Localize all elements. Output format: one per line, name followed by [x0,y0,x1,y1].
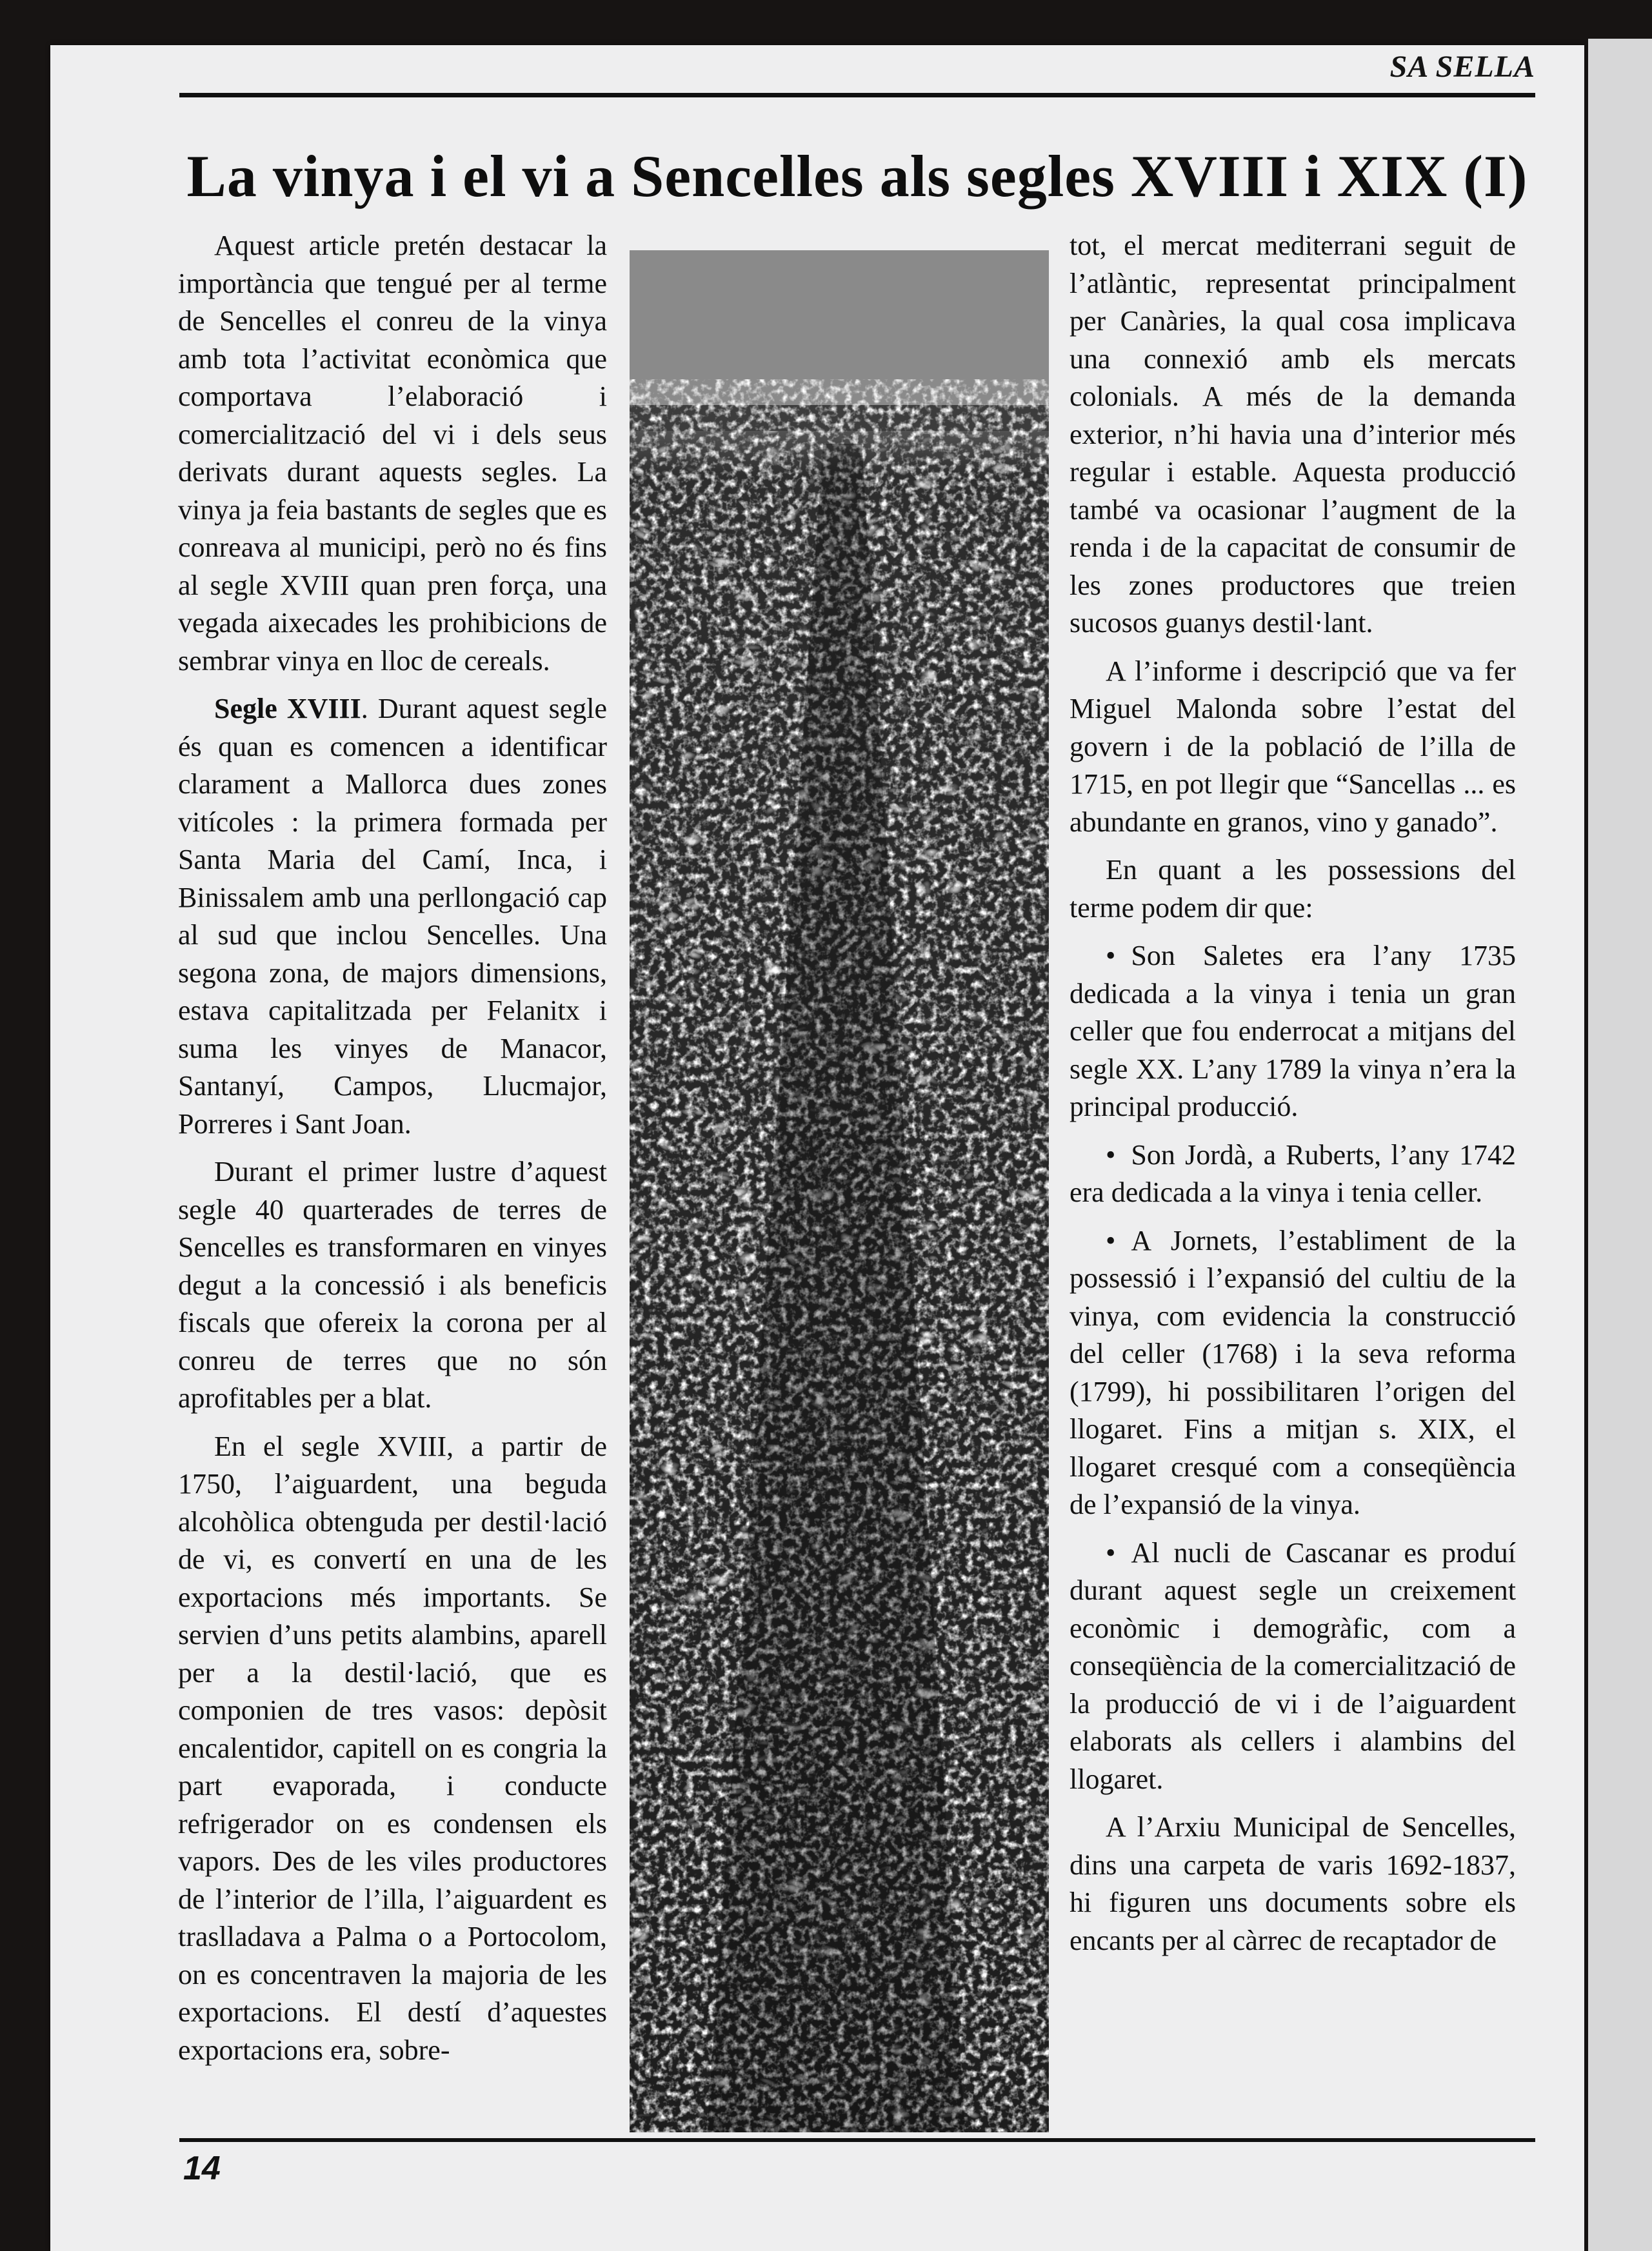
page-number: 14 [183,2150,221,2187]
section-heading: Segle XVIII [214,693,361,724]
paragraph: Aquest article pretén destacar la importància que tengué per al terme de Sencelles el conreu de la vinya amb tota l’activitat econòmica que comportava l’elaboració i comercialització del vi i dels seus derivats durant aquests segles. La vinya ja feia bastants de segles que es conreava al municipi, però no és fins al segle XVIII quan pren força, una vegada aixecades les prohibicions de sembrar vinya en lloc de cereals. [178,230,607,677]
left-column [178,227,607,2079]
paragraph: A l’Arxiu Municipal de Sencelles, dins una carpeta de varis 1692-1837, hi figuren uns documents sobre els encants per al càrrec de recaptador de [1070,1811,1516,1956]
article-title: La vinya i el vi a Sencelles als segles XVIII i XIX (I) [186,143,1528,209]
vineyard-photo [630,250,1049,2132]
right-column [1070,227,1516,1970]
list-item: • A Jornets, l’establiment de la possessió i l’expansió del cultiu de la vinya, com evidencia la construcció del celler (1768) i la seva reforma (1799), hi possibilitaren l’origen del llogaret. Fins a mitjan s. XIX, el llogaret cresqué com a conseqüència de l’expansió de la vinya. [1070,1222,1516,1524]
paragraph: En el segle XVIII, a partir de 1750, l’aiguardent, una beguda alcohòlica obtenguda per destil·lació de vi, es convertí en una de les exportacions més importants. Se servien d’uns petits alambins, aparell per a la destil·lació, que es componien de tres vasos: depòsit encalentidor, capitell on es congria la part evaporada, i conducte refrigerador on es condensen els vapors. Des de les viles productores de l’interior de l’illa, l’aiguardent es traslladava a Palma o a Portocolom, on es concentraven la majoria de les exportacions. El destí d’aquestes exportacions era, sobre- [178,1430,607,2066]
paragraph: Durant el primer lustre d’aquest segle 40 quarterades de terres de Sencelles es transformaren en vinyes degut a la concessió i als beneficis fiscals que ofereix la corona per al conreu de terres que no són aprofitables per a blat. [178,1156,607,1414]
list-item: • Al nucli de Cascanar es produí durant aquest segle un creixement econòmic i demogràfic, com a conseqüència de la comercialització de la producció de vi i de l’aiguardent elaborats als cellers i alambins del llogaret. [1070,1534,1516,1799]
magazine-page [50,45,1584,2251]
footer-rule [179,2138,1535,2142]
magazine-header: SA SELLA [1389,50,1535,84]
list-item: • Son Saletes era l’any 1735 dedicada a la vinya i tenia un gran celler que fou enderrocat a mitjans del segle XX. L’any 1789 la vinya n’era la principal producció. [1070,937,1516,1126]
paragraph: En quant a les possessions del terme podem dir que: [1070,854,1516,924]
list-item: • Son Jordà, a Ruberts, l’any 1742 era dedicada a la vinya i tenia celler. [1070,1136,1516,1212]
next-page-edge [1588,39,1652,2251]
paragraph-text: . Durant aquest segle és quan es comencen a identificar clarament a Mallorca dues zones vitícoles : la primera formada per Santa Maria del Camí, Inca, i Binissalem amb una perllongació cap al sud que inclou Sencelles. Una segona zona, de majors dimensions, estava capitalitzada per Felanitx i suma les vinyes de Manacor, Santanyí, Campos, Llucmajor, Porreres i Sant Joan. [178,693,607,1140]
paragraph: tot, el mercat mediterrani seguit de l’atlàntic, representat principalment per Canàries, la qual cosa implicava una connexió amb els mercats colonials. A més de la demanda exterior, n’hi havia una d’interior més regular i estable. Aquesta producció també va ocasionar l’augment de la renda i de la capacitat de consumir de les zones productores que treien sucosos guanys destil·lant. [1070,230,1516,639]
paragraph: A l’informe i descripció que va fer Miguel Malonda sobre l’estat del govern i de la població de l’illa de 1715, en pot llegir que “Sancellas ... es abundante en granos, vino y ganado”. [1070,655,1516,838]
header-rule [179,93,1535,97]
paragraph [178,690,607,1143]
